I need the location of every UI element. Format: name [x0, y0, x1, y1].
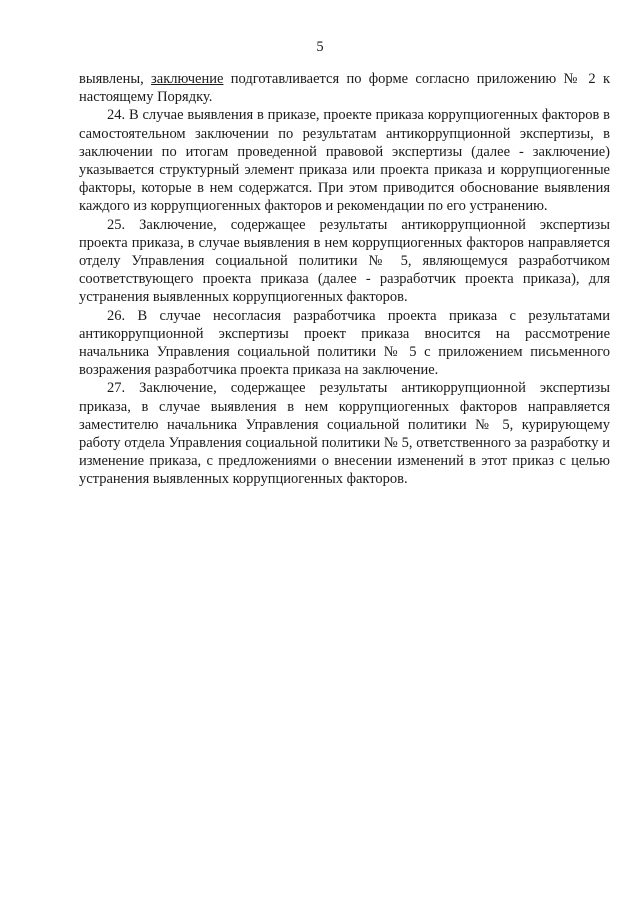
document-body	[79, 70, 610, 489]
paragraph-24: 24. В случае выявления в приказе, проекте приказа коррупциогенных факторов в самостоятельном заключении по результатам антикоррупционной экспертизы, в заключении по итогам проведенной правовой экспертизы (далее - заключение) указывается структурный элемент приказа или проекта приказа и коррупциогенные факторы, которые в нем содержатся. При этом приводится обоснование выявления каждого из коррупциогенных факторов и рекомендации по его устранению.	[79, 107, 610, 215]
paragraph-25: 25. Заключение, содержащее результаты антикоррупционной экспертизы проекта приказа, в случае выявления в нем коррупциогенных факторов направляется отделу Управления социальной политики № 5, являющемуся разработчиком соответствующего проекта приказа (далее - разработчик проекта приказа), для устранения выявленных коррупциогенных факторов.	[79, 216, 610, 306]
paragraph-26: 26. В случае несогласия разработчика проекта приказа с результатами антикоррупционной экспертизы проект приказа вносится на рассмотрение начальника Управления социальной политики № 5 с приложением письменного возражения разработчика проекта приказа на заключение.	[79, 307, 610, 379]
paragraph-text-after: подготавливается по форме согласно приложению № 2 к настоящему Порядку.	[79, 71, 610, 106]
paragraph-text-before: выявлены,	[79, 71, 152, 87]
page-number: 5	[316, 39, 324, 55]
conclusion-link[interactable]: заключение	[151, 71, 224, 87]
paragraph-27: 27. Заключение, содержащее результаты антикоррупционной экспертизы приказа, в случае выявления в нем коррупциогенных факторов направляется заместителю начальника Управления социальной политики № 5, курирующему работу отдела Управления социальной политики № 5, ответственного за разработку и изменение приказа, с предложениями о внесении изменений в этот приказ с целью устранения выявленных коррупциогенных факторов.	[79, 380, 610, 488]
paragraph-continuation	[79, 70, 610, 106]
